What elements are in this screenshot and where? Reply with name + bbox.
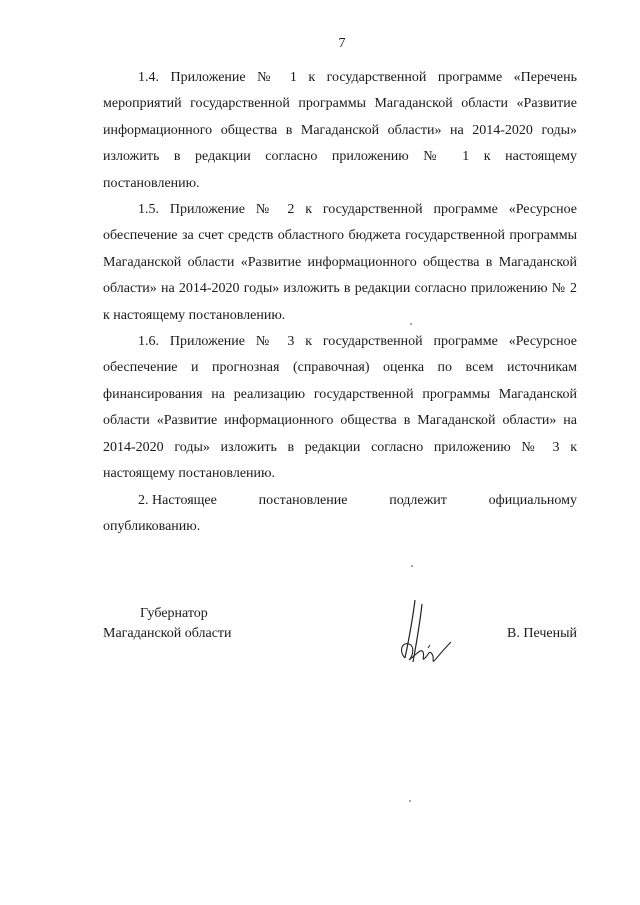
paragraph-1-4: 1.4. Приложение № 1 к государственной программе «Перечень мероприятий государственной программы Магаданской области «Развитие информационного общества в Магаданской области» на 2014-2020 годы» изложить в редакции согласно приложению № 1 к настоящему постановлению. xyxy=(103,70,577,191)
paragraph-1-5: 1.5. Приложение № 2 к государственной программе «Ресурсное обеспечение за счет средств областного бюджета государственной программы Магаданской области «Развитие информационного общества в Магаданской области» на 2014-2020 годы» изложить в редакции согласно приложению № 2 к настоящему постановлению. xyxy=(103,202,577,323)
publication-word: подлежит xyxy=(389,492,447,508)
publication-clause xyxy=(103,488,577,541)
signature-block xyxy=(103,606,577,676)
handwritten-signature xyxy=(395,596,455,670)
publication-word: постановление xyxy=(258,492,348,508)
scan-speck xyxy=(409,800,411,802)
publication-word: 2. Настоящее xyxy=(138,492,217,508)
scan-speck xyxy=(410,323,412,325)
publication-clause-line2: опубликованию. xyxy=(103,518,201,534)
signatory-region: Магаданской области xyxy=(103,626,232,641)
signatory-name: В. Печеный xyxy=(507,626,577,641)
scan-speck xyxy=(411,565,413,567)
signatory-position: Губернатор xyxy=(140,606,208,621)
page-number: 7 xyxy=(338,36,346,51)
publication-clause-line1 xyxy=(103,488,577,514)
document-body xyxy=(103,65,577,540)
publication-word: официальному xyxy=(488,492,577,508)
paragraph-1-6: 1.6. Приложение № 3 к государственной программе «Ресурсное обеспечение и прогнозная (справочная) оценка по всем источникам финансирования на реализацию государственной программы Магаданской области «Развитие информационного общества в Магаданской области» на 2014-2020 годы» изложить в редакции согласно приложению № 3 к настоящему постановлению. xyxy=(103,334,577,482)
